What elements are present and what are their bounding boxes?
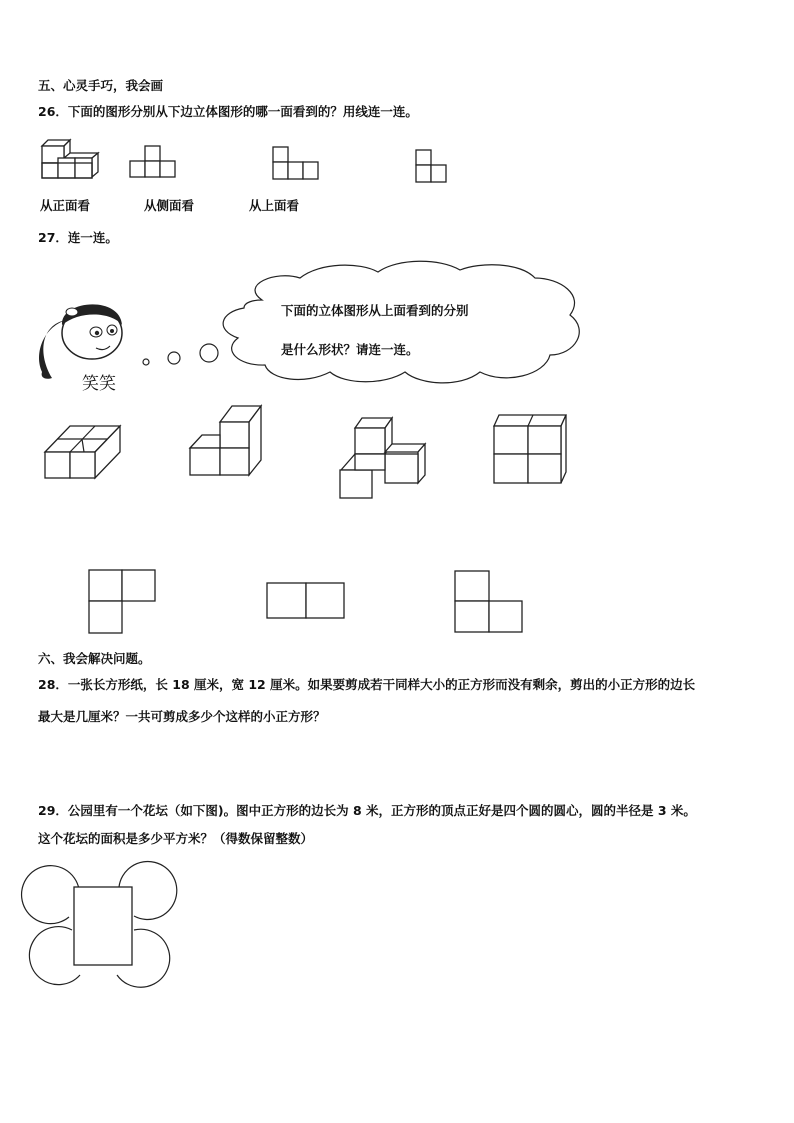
section-5-title: 五、心灵手巧，我会画: [38, 78, 164, 93]
question-29-line-2: 这个花坛的面积是多少平方米？（得数保留整数）: [38, 831, 314, 846]
question-27-text: 27．连一连。: [38, 230, 118, 245]
question-26-text: 26．下面的图形分别从下边立体图形的哪一面看到的？用线连一连。: [38, 104, 418, 119]
section-6-title: 六、我会解决问题。: [38, 651, 151, 666]
cloud-text-line-1: 下面的立体图形从上面看到的分别: [281, 303, 469, 318]
circle-top-left: [22, 866, 79, 924]
question-28-line-2: 最大是几厘米？一共可剪成多少个这样的小正方形？: [38, 709, 326, 724]
q26-label-front: 从正面看: [40, 198, 91, 213]
center-square: [74, 887, 132, 965]
q26-label-side: 从侧面看: [144, 198, 195, 213]
circle-bottom-left: [29, 927, 80, 985]
cloud-text-line-2: 是什么形状？请连一连。: [281, 342, 419, 357]
question-28-line-1: 28．一张长方形纸，长 18 厘米，宽 12 厘米。如果要剪成若干同样大小的正方形而没有剩余，剪出的小正方形的边长: [38, 677, 696, 692]
character-name-label: 笑笑: [82, 374, 116, 394]
q26-label-top: 从上面看: [249, 198, 300, 213]
question-29-line-1: 29．公园里有一个花坛（如下图)。图中正方形的边长为 8 米，正方形的顶点正好是四个圆的圆心，圆的半径是 3 米。: [38, 803, 696, 818]
